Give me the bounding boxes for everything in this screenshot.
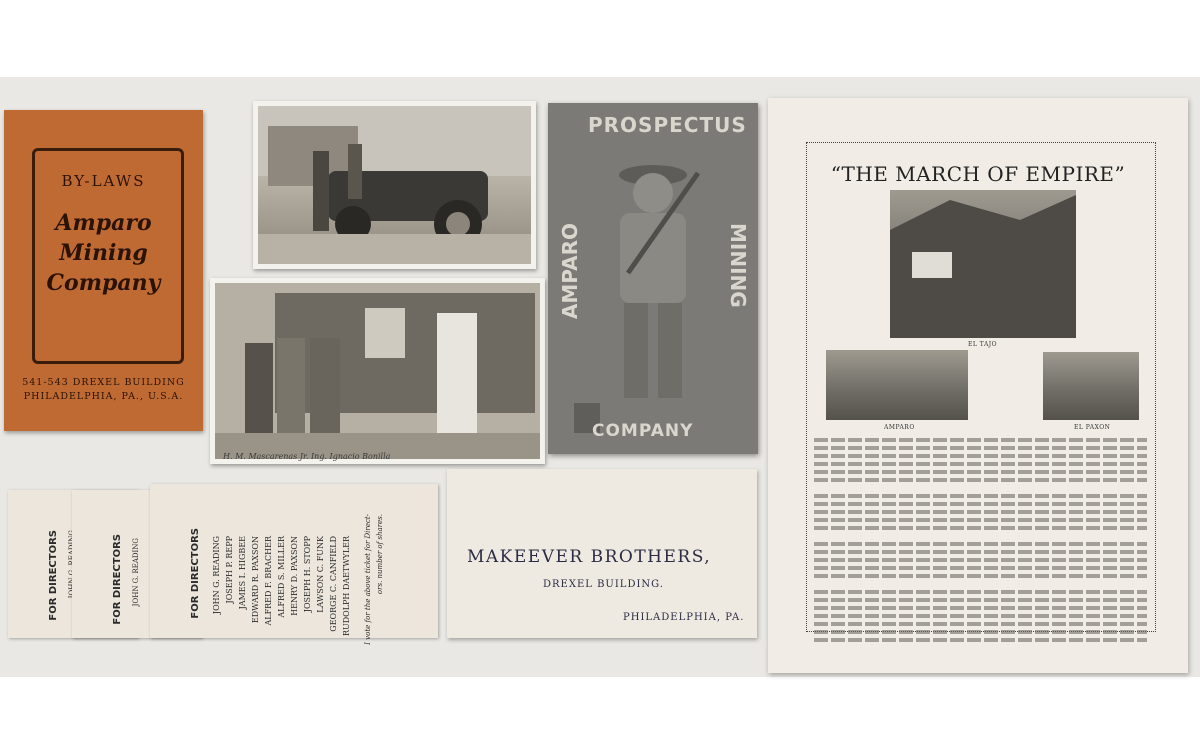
director-name: JOSEPH H. STOPP [303,536,312,613]
ballot-ticket-front [150,484,438,645]
photo-car [253,101,536,269]
business-card [447,469,757,638]
address-line2: PHILADELPHIA, PA., U.S.A. [23,391,184,402]
flyer-title: “THE MARCH OF EMPIRE” [830,162,1126,186]
director-name: EDWARD R. PAXSON [251,536,260,624]
director-name: HENRY D. PAXSON [290,536,299,616]
vote-line2: ors. number of shares. [376,514,384,595]
company-name-line3: Company [46,270,161,296]
prospectus-right-word: MINING [726,223,750,308]
vote-line1: I vote for the above ticket for Direct- [364,514,372,645]
bylaws-heading: BY-LAWS [61,172,146,190]
director-name: JOSEPH P. REPP [225,536,234,604]
director-name: LAWSON C. FUNK [316,536,325,613]
company-name-line1: Amparo [55,210,152,236]
photo-men [210,278,545,464]
car-photo-sketch [258,106,531,264]
director-name: ALFRED F. BRACHER [264,536,273,626]
ticket-peek-name: JOHN G. READING [132,538,140,607]
bylaws-booklet [4,110,203,431]
director-name: ALFRED S. MILLER [277,536,286,618]
prospectus-left-word: AMPARO [558,223,582,320]
ticket-heading: FOR DIRECTORS [48,530,59,621]
director-name: JOHN G. READING [212,536,221,615]
prospectus-title: PROSPECTUS [588,113,747,137]
prospectus-cover [548,103,758,454]
address-line1: 541-543 DREXEL BUILDING [22,377,185,388]
photo-el-paxon [1043,352,1139,420]
caption-el-tajo: EL TAJO [968,341,998,348]
photo-caption: H. M. Mascarenas Jr. Ing. Ignacio Bonilla [223,452,391,461]
director-name: JAMES I. HIGBEE [238,536,247,610]
card-city: PHILADELPHIA, PA. [623,612,745,623]
ticket-heading: FOR DIRECTORS [190,528,201,619]
march-of-empire-flyer [768,98,1188,673]
card-building: DREXEL BUILDING. [543,579,664,590]
caption-el-paxon: EL PAXON [1074,424,1111,431]
ticket-heading: FOR DIRECTORS [112,534,123,625]
photo-amparo [826,350,968,420]
men-photo-sketch [215,283,540,459]
card-company-name: MAKEEVER BROTHERS, [467,547,712,567]
caption-amparo: AMPARO [884,424,915,431]
director-name: RUDOLPH DAETWYLER [342,536,351,636]
director-name: GEORGE C. CANFIELD [329,536,338,632]
photo-el-tajo [890,190,1076,338]
flyer-body-text [814,438,1147,646]
prospectus-bottom-word: COMPANY [592,421,694,441]
company-name-line2: Mining [59,240,148,266]
mountain-sketch [890,190,1076,338]
